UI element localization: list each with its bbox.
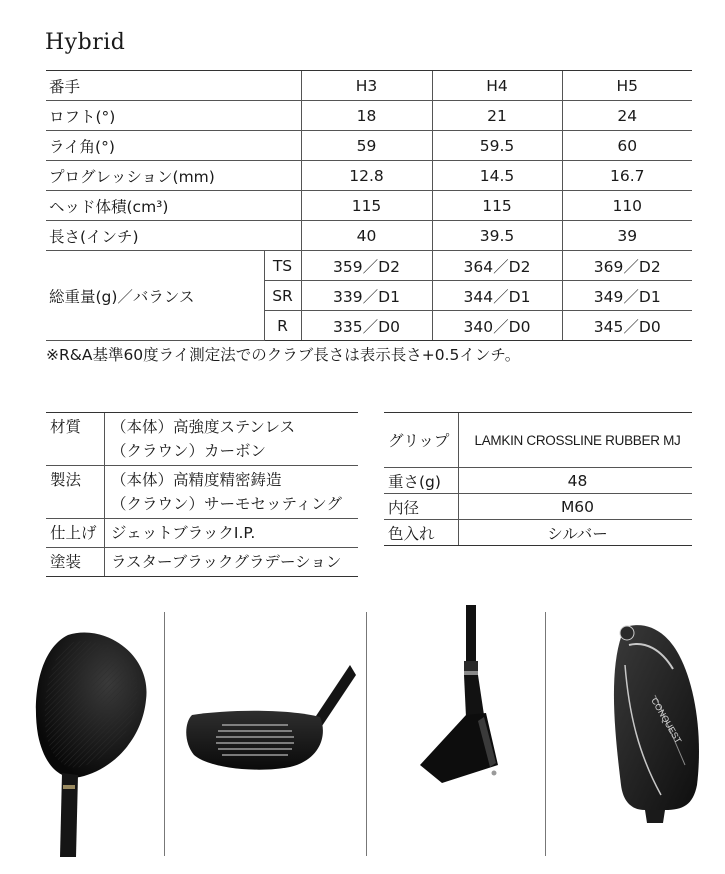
material-key: 製法 — [46, 466, 105, 519]
material-row — [46, 548, 358, 577]
grip-value: M60 — [459, 494, 693, 520]
material-table — [46, 412, 358, 577]
material-value — [105, 548, 359, 577]
material-line: ラスターブラックグラデーション — [111, 553, 342, 571]
spec-value: 115 — [301, 191, 432, 221]
material-line: （クラウン）サーモセッティング — [111, 495, 342, 513]
weight-value: 349／D1 — [562, 281, 692, 311]
material-line: （本体）高精度精密鋳造 — [111, 471, 282, 489]
spec-value: 60 — [562, 131, 692, 161]
material-value — [105, 519, 359, 548]
spec-table — [46, 70, 692, 341]
club-sole-photo — [380, 605, 540, 857]
grip-row — [384, 494, 692, 520]
material-row — [46, 413, 358, 466]
grip-value: シルバー — [459, 520, 693, 546]
spec-value: 14.5 — [432, 161, 562, 191]
weight-value: 340／D0 — [432, 311, 562, 341]
spec-value: 16.7 — [562, 161, 692, 191]
spec-row — [46, 221, 692, 251]
grip-key: 色入れ — [384, 520, 459, 546]
weight-row — [46, 251, 692, 281]
weight-value: 345／D0 — [562, 311, 692, 341]
material-key: 仕上げ — [46, 519, 105, 548]
headcover-photo — [585, 605, 710, 857]
material-value — [105, 413, 359, 466]
spec-value: 39.5 — [432, 221, 562, 251]
spec-value: 40 — [301, 221, 432, 251]
spec-value: 18 — [301, 101, 432, 131]
photo-divider — [366, 612, 367, 856]
material-key: 塗装 — [46, 548, 105, 577]
photo-divider — [545, 612, 546, 856]
spec-value: 115 — [432, 191, 562, 221]
grip-table — [384, 412, 692, 546]
weight-value: 359／D2 — [301, 251, 432, 281]
spec-label: ヘッド体積(cm³) — [46, 191, 301, 221]
grip-row — [384, 468, 692, 494]
spec-value: 39 — [562, 221, 692, 251]
spec-label: 長さ(インチ) — [46, 221, 301, 251]
spec-value: 21 — [432, 101, 562, 131]
spec-label: プログレッション(mm) — [46, 161, 301, 191]
weight-value: 344／D1 — [432, 281, 562, 311]
material-line: ジェットブラックI.P. — [111, 524, 256, 542]
spec-row — [46, 191, 692, 221]
weight-value: 369／D2 — [562, 251, 692, 281]
spec-value: 59 — [301, 131, 432, 161]
grip-key: 重さ(g) — [384, 468, 459, 494]
spec-value: 24 — [562, 101, 692, 131]
spec-label: ロフト(°) — [46, 101, 301, 131]
material-line: （本体）高強度ステンレス — [111, 418, 296, 436]
spec-value: 12.8 — [301, 161, 432, 191]
weight-value: 335／D0 — [301, 311, 432, 341]
flex-label: TS — [264, 251, 301, 281]
spec-row — [46, 101, 692, 131]
grip-row — [384, 520, 692, 546]
club-top-view-photo — [20, 605, 160, 857]
grip-row — [384, 413, 692, 468]
flex-label: SR — [264, 281, 301, 311]
material-row — [46, 466, 358, 519]
spec-label: ライ角(°) — [46, 131, 301, 161]
material-key: 材質 — [46, 413, 105, 466]
flex-label: R — [264, 311, 301, 341]
spec-value: H3 — [301, 71, 432, 101]
headcover-brand-text: CONQUEST — [649, 696, 684, 746]
weight-label: 総重量(g)／バランス — [46, 251, 264, 341]
page-title: Hybrid — [45, 30, 126, 55]
material-value — [105, 466, 359, 519]
spec-value: 59.5 — [432, 131, 562, 161]
spec-row — [46, 161, 692, 191]
spec-value: 110 — [562, 191, 692, 221]
grip-key: グリップ — [384, 413, 459, 468]
spec-row — [46, 71, 692, 101]
grip-key: 内径 — [384, 494, 459, 520]
weight-value: 339／D1 — [301, 281, 432, 311]
grip-value: 48 — [459, 468, 693, 494]
photo-divider — [164, 612, 165, 856]
material-row — [46, 519, 358, 548]
weight-value: 364／D2 — [432, 251, 562, 281]
club-face-photo — [170, 605, 362, 857]
material-line: （クラウン）カーボン — [111, 442, 267, 460]
spec-value: H4 — [432, 71, 562, 101]
spec-value: H5 — [562, 71, 692, 101]
length-note: ※R&A基準60度ライ測定法でのクラブ長さは表示長さ+0.5インチ。 — [46, 346, 521, 364]
spec-row — [46, 131, 692, 161]
spec-label: 番手 — [46, 71, 301, 101]
grip-value: LAMKIN CROSSLINE RUBBER MJ — [459, 413, 693, 468]
